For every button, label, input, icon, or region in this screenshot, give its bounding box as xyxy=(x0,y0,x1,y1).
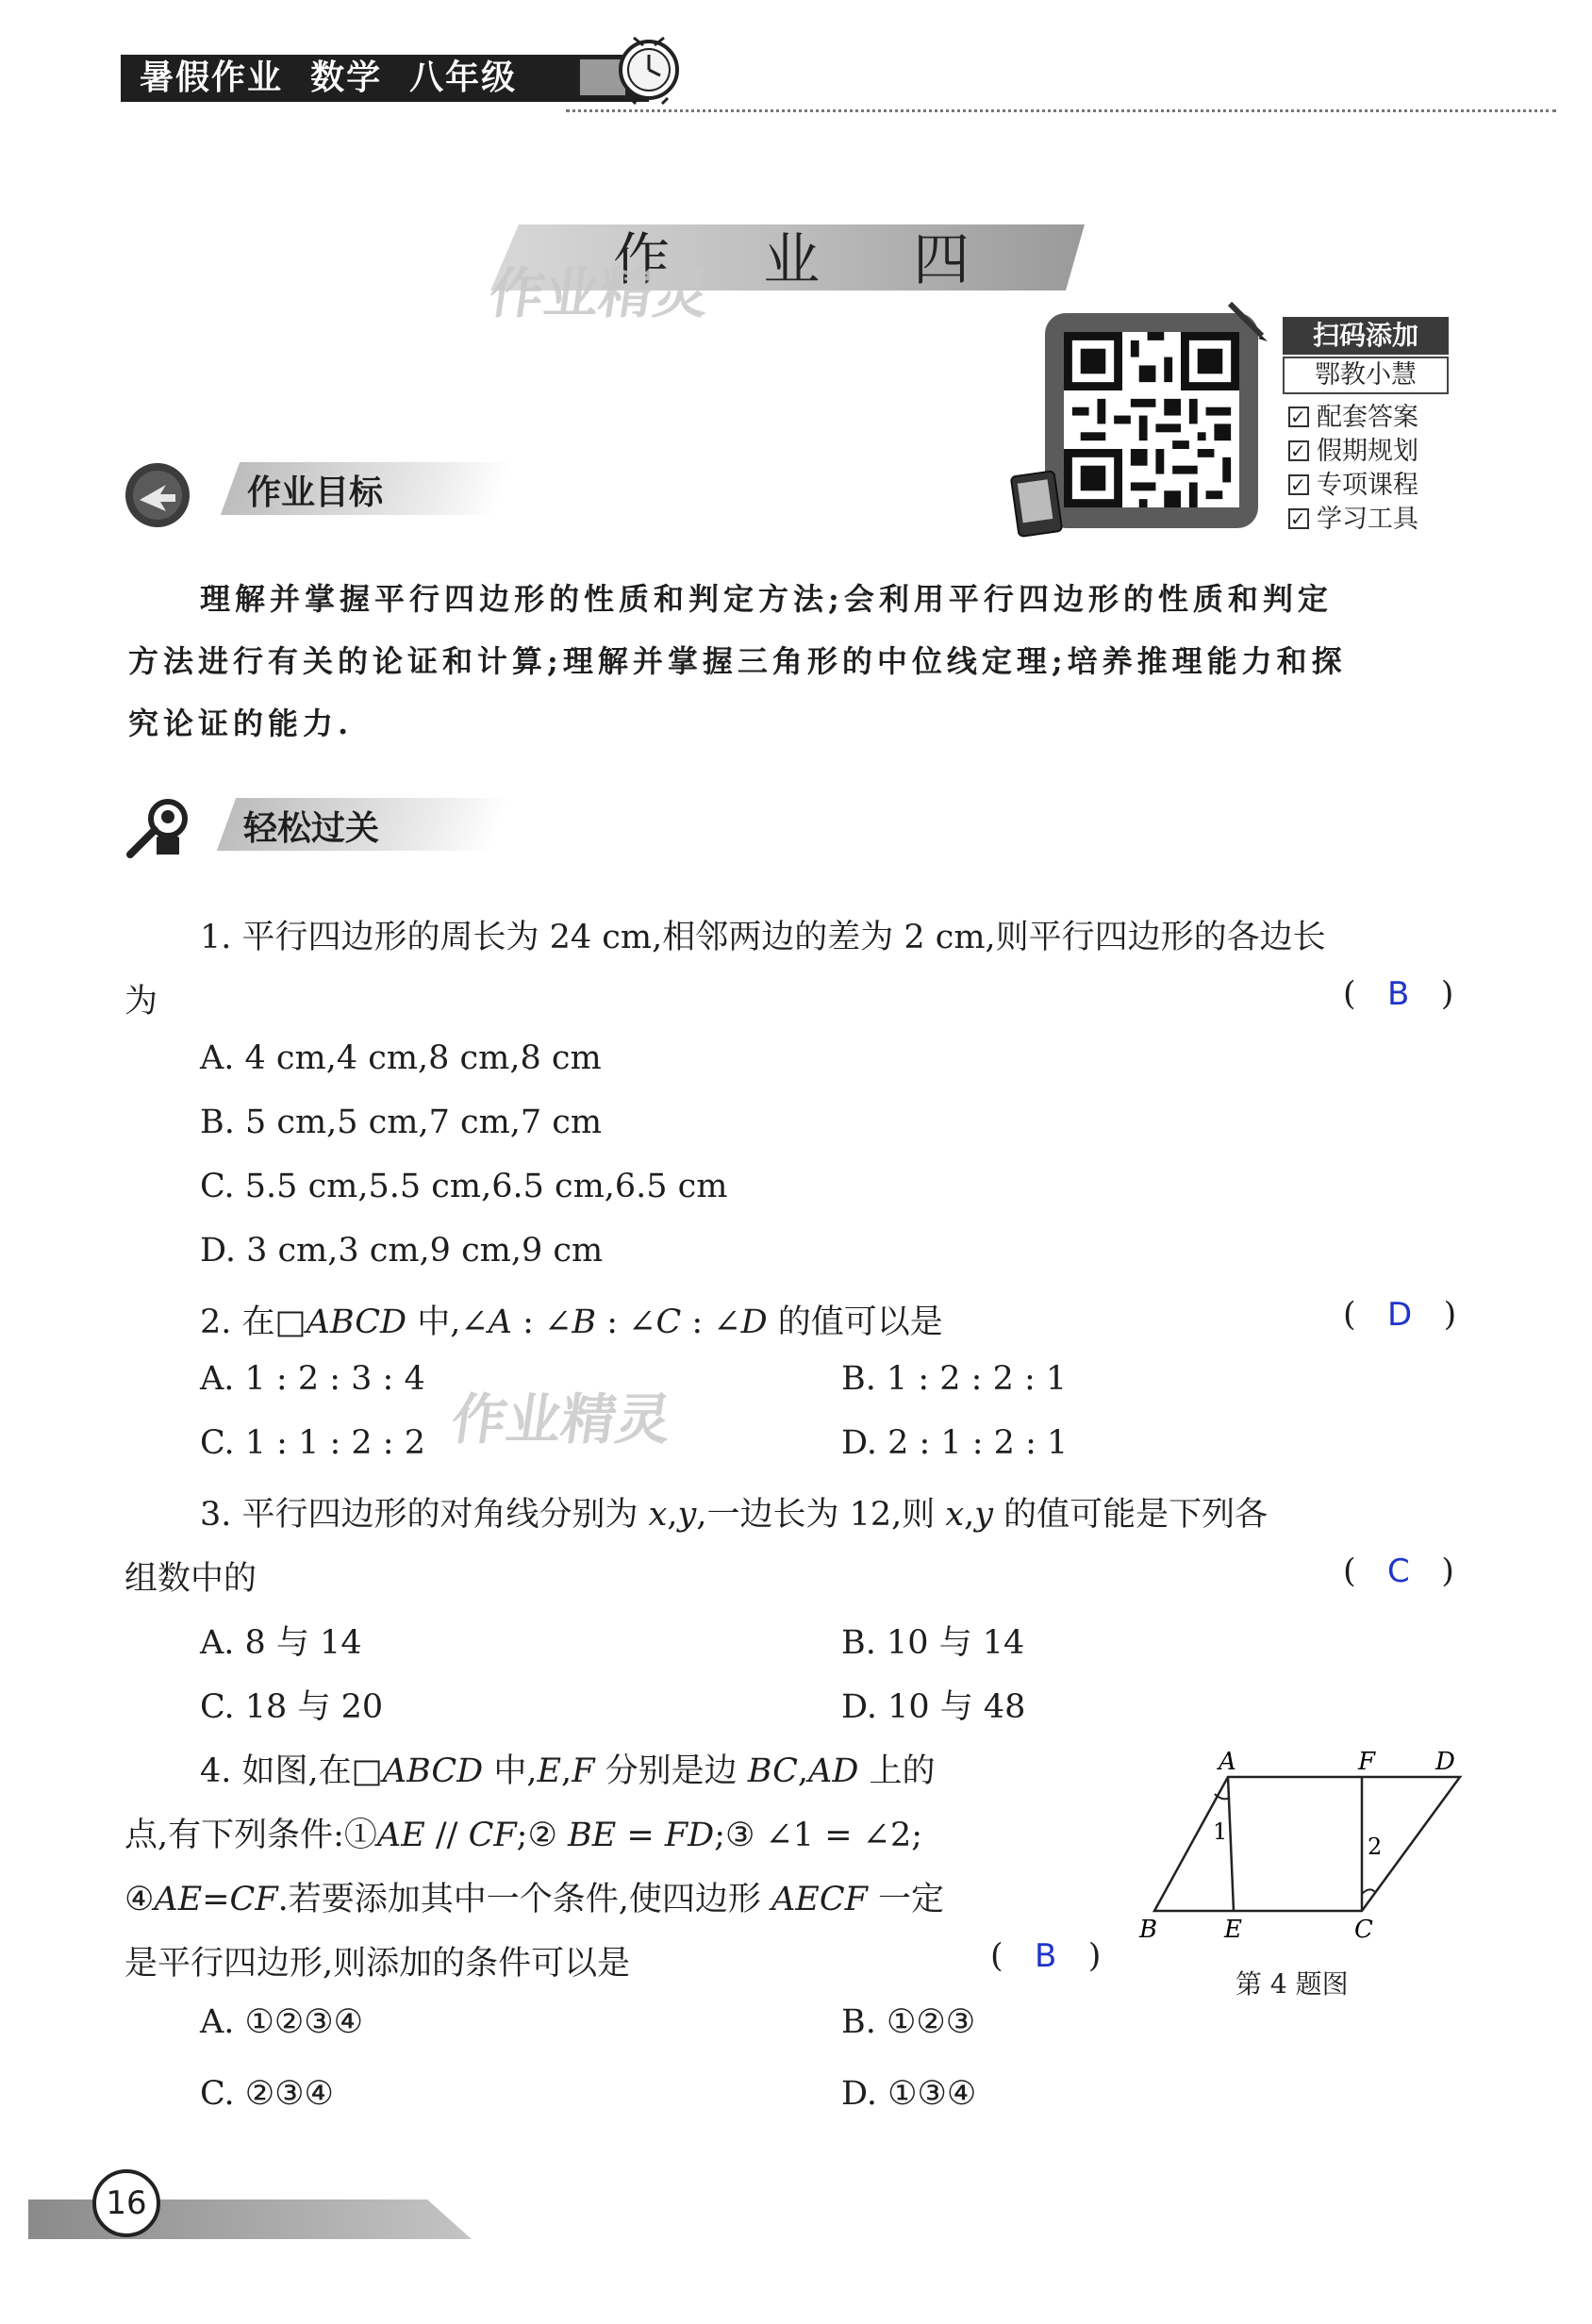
q4-option-a: A. ①②③④ xyxy=(200,2003,364,2041)
goal-line-1: 理解并掌握平行四边形的性质和判定方法;会利用平行四边形的性质和判定 xyxy=(200,581,1333,617)
q4-option-d: D. ①③④ xyxy=(841,2075,977,2113)
q3-stem-line1: 3. 平行四边形的对角线分别为 x,y,一边长为 12,则 x,y 的值可能是下列各 xyxy=(200,1496,1269,1534)
q3-answer: C xyxy=(1387,1552,1410,1590)
q3-option-b: B. 10 与 14 xyxy=(841,1624,1025,1662)
qr-tag-title: 扫码添加 xyxy=(1283,317,1449,355)
q3-stem-line2: 组数中的 xyxy=(124,1560,257,1598)
angle-2-arc xyxy=(1362,1889,1375,1894)
q2-option-c: C. 1 : 1 : 2 : 2 xyxy=(200,1424,425,1462)
label-e: E xyxy=(1224,1916,1242,1939)
q2-stem: 2. 在□ABCD 中,∠A : ∠B : ∠C : ∠D 的值可以是 xyxy=(200,1303,943,1341)
label-c: C xyxy=(1354,1916,1373,1939)
goal-line-3: 究论证的能力. xyxy=(128,706,354,741)
label-angle-1: 1 xyxy=(1213,1818,1228,1845)
q4-figure-caption: 第 4 题图 xyxy=(1235,1968,1349,2000)
q4-option-c: C. ②③④ xyxy=(200,2075,334,2113)
q3-option-c: C. 18 与 20 xyxy=(200,1688,384,1726)
q2-answer: D xyxy=(1387,1296,1413,1334)
qr-feature-item: ✓学习工具 xyxy=(1288,504,1418,536)
q4-option-b: B. ①②③ xyxy=(841,2003,976,2041)
q2-option-b: B. 1 : 2 : 2 : 1 xyxy=(841,1360,1068,1398)
easy-section-title: 轻松过关 xyxy=(243,809,380,848)
qr-feature-item: ✓假期规划 xyxy=(1288,436,1418,468)
watermark-top: 作业精灵 xyxy=(485,261,714,325)
tablet-icon xyxy=(1009,468,1066,540)
q1-stem-line1: 1. 平行四边形的周长为 24 cm,相邻两边的差为 2 cm,则平行四边形的各边长 xyxy=(200,919,1326,956)
label-angle-2: 2 xyxy=(1368,1834,1383,1860)
goal-line-2: 方法进行有关的论证和计算;理解并掌握三角形的中位线定理;培养推理能力和探 xyxy=(128,643,1347,679)
q1-option-c: C. 5.5 cm,5.5 cm,6.5 cm,6.5 cm xyxy=(200,1168,728,1205)
label-d: D xyxy=(1435,1748,1455,1776)
q3-answer-paren: ( C ) xyxy=(1343,1552,1454,1590)
segment-ae xyxy=(1228,1777,1234,1911)
label-b: B xyxy=(1139,1916,1158,1939)
checkbox-icon xyxy=(1288,407,1309,427)
header-title: 暑假作业 数学 八年级 xyxy=(140,58,518,97)
q4-answer: B xyxy=(1035,1937,1057,1975)
label-a: A xyxy=(1219,1748,1236,1776)
goals-section-title: 作业目标 xyxy=(247,473,384,512)
q1-answer: B xyxy=(1387,975,1410,1013)
watermark-middle: 作业精灵 xyxy=(447,1387,676,1452)
q4-stem-line2: 点,有下列条件:①AE // CF;② BE = FD;③ ∠1 = ∠2; xyxy=(124,1817,923,1854)
q1-option-b: B. 5 cm,5 cm,7 cm,7 cm xyxy=(200,1104,603,1141)
q4-figure xyxy=(1132,1741,1471,1939)
qr-tag-subtitle: 鄂教小慧 xyxy=(1283,357,1449,394)
magnifier-person-icon xyxy=(123,796,196,862)
q1-option-a: A. 4 cm,4 cm,8 cm,8 cm xyxy=(200,1039,602,1077)
qr-feature-item: ✓配套答案 xyxy=(1288,402,1418,434)
checkbox-icon xyxy=(1288,474,1309,495)
page-number: 16 xyxy=(92,2169,160,2237)
q4-stem-line3: ④AE=CF.若要添加其中一个条件,使四边形 AECF 一定 xyxy=(124,1881,945,1918)
q4-stem-line4: 是平行四边形,则添加的条件可以是 xyxy=(124,1945,631,1983)
checkbox-icon xyxy=(1288,508,1309,529)
q2-answer-paren: ( D ) xyxy=(1343,1296,1457,1334)
q3-option-a: A. 8 与 14 xyxy=(200,1624,362,1662)
q3-option-d: D. 10 与 48 xyxy=(841,1688,1026,1726)
checkbox-icon xyxy=(1288,440,1309,461)
alarm-clock-icon xyxy=(577,26,683,106)
q4-answer-paren: ( B ) xyxy=(990,1937,1102,1975)
q1-stem-line2: 为 xyxy=(124,983,158,1021)
qr-code-icon[interactable] xyxy=(1064,332,1239,507)
qr-feature-item: ✓专项课程 xyxy=(1288,470,1418,502)
q2-option-d: D. 2 : 1 : 2 : 1 xyxy=(841,1424,1069,1462)
q1-option-d: D. 3 cm,3 cm,9 cm,9 cm xyxy=(200,1232,604,1270)
arrow-circle-icon xyxy=(123,460,192,530)
pencil-icon xyxy=(1224,298,1269,343)
label-f: F xyxy=(1358,1748,1376,1776)
homework-title: 作 业 四 xyxy=(613,227,1008,293)
q4-stem-line1: 4. 如图,在□ABCD 中,E,F 分别是边 BC,AD 上的 xyxy=(200,1752,936,1790)
q1-answer-paren: ( B ) xyxy=(1343,975,1454,1013)
q2-option-a: A. 1 : 2 : 3 : 4 xyxy=(200,1360,425,1398)
parallelogram-abcd xyxy=(1154,1777,1460,1911)
header-dotted-rule xyxy=(566,109,1556,112)
